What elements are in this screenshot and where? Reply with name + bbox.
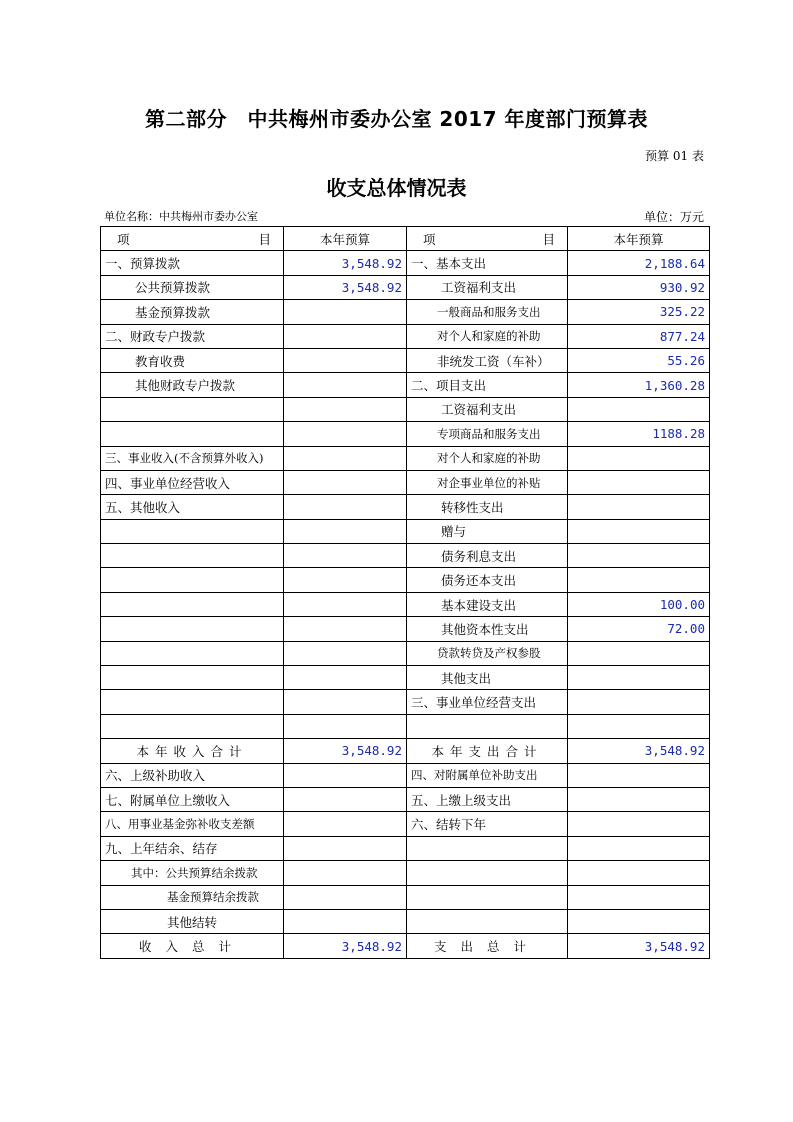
income-label	[101, 714, 284, 738]
expense-amount	[568, 812, 710, 836]
table-row	[101, 763, 710, 787]
income-total-label: 收入总计	[101, 934, 284, 958]
expense-amount: 72.00	[568, 617, 710, 641]
expense-label: 四、对附属单位补助支出	[407, 763, 568, 787]
table-row	[101, 397, 710, 421]
table-row	[101, 275, 710, 299]
expense-amount	[568, 397, 710, 421]
expense-item-header-a: 项	[423, 231, 436, 247]
income-amount	[284, 422, 407, 446]
table-row	[101, 251, 710, 275]
expense-label: 其他支出	[407, 666, 568, 690]
table-row	[101, 373, 710, 397]
income-amount	[284, 885, 407, 909]
page-title: 第二部分 中共梅州市委办公室 2017 年度部门预算表	[144, 107, 649, 131]
table-title: 收支总体情况表	[326, 176, 467, 200]
expense-item-header-b: 目	[542, 231, 555, 247]
expense-label: 一、基本支出	[407, 251, 568, 275]
income-label	[101, 641, 284, 665]
expense-amount	[568, 470, 710, 494]
table-row	[101, 617, 710, 641]
income-label	[101, 519, 284, 543]
expense-amount: 100.00	[568, 592, 710, 616]
expense-amount: 930.92	[568, 275, 710, 299]
income-label: 六、上级补助收入	[101, 763, 284, 787]
table-row	[101, 348, 710, 372]
expense-label	[407, 909, 568, 933]
expense-amount: 1,360.28	[568, 373, 710, 397]
expense-amount	[568, 519, 710, 543]
table-row	[101, 836, 710, 860]
expense-amount	[568, 763, 710, 787]
income-amount	[284, 617, 407, 641]
income-label: 其他结转	[101, 909, 284, 933]
income-amount	[284, 446, 407, 470]
table-row	[101, 641, 710, 665]
income-amount	[284, 397, 407, 421]
expense-label: 对个人和家庭的补助	[407, 324, 568, 348]
income-amount	[284, 909, 407, 933]
expense-label: 五、上缴上级支出	[407, 787, 568, 811]
income-amount	[284, 714, 407, 738]
expense-label: 工资福利支出	[407, 275, 568, 299]
table-row	[101, 787, 710, 811]
income-label	[101, 422, 284, 446]
expense-amount	[568, 544, 710, 568]
expense-amount: 2,188.64	[568, 251, 710, 275]
expense-label: 债务利息支出	[407, 544, 568, 568]
subtotal-row	[101, 739, 710, 763]
expense-amount	[568, 666, 710, 690]
income-label	[101, 397, 284, 421]
table-row	[101, 714, 710, 738]
table-row	[101, 422, 710, 446]
income-amount	[284, 641, 407, 665]
table-row	[101, 519, 710, 543]
income-amount	[284, 836, 407, 860]
income-label	[101, 544, 284, 568]
income-item-header	[101, 227, 284, 251]
income-label: 公共预算拨款	[101, 275, 284, 299]
income-label: 四、事业单位经营收入	[101, 470, 284, 494]
expense-label: 二、项目支出	[407, 373, 568, 397]
expense-amount: 877.24	[568, 324, 710, 348]
income-amount: 3,548.92	[284, 251, 407, 275]
expense-amount-header: 本年预算	[568, 227, 710, 251]
table-row	[101, 690, 710, 714]
income-amount	[284, 470, 407, 494]
income-amount	[284, 568, 407, 592]
income-amount	[284, 373, 407, 397]
expense-amount	[568, 836, 710, 860]
income-label: 其他财政专户拨款	[101, 373, 284, 397]
expense-label	[407, 714, 568, 738]
table-row	[101, 324, 710, 348]
table-row	[101, 909, 710, 933]
budget-table	[100, 226, 710, 959]
income-label: 三、事业收入(不含预算外收入)	[101, 446, 284, 470]
income-subtotal-amount: 3,548.92	[284, 739, 407, 763]
table-header-row	[101, 227, 710, 251]
income-label: 一、预算拨款	[101, 251, 284, 275]
expense-subtotal-label: 本年支出合计	[407, 739, 568, 763]
table-row	[101, 885, 710, 909]
income-label: 二、财政专户拨款	[101, 324, 284, 348]
expense-subtotal-amount: 3,548.92	[568, 739, 710, 763]
income-amount	[284, 592, 407, 616]
income-amount	[284, 861, 407, 885]
income-amount	[284, 348, 407, 372]
expense-amount: 325.22	[568, 300, 710, 324]
income-amount	[284, 690, 407, 714]
income-amount: 3,548.92	[284, 275, 407, 299]
expense-amount	[568, 861, 710, 885]
income-amount	[284, 519, 407, 543]
table-row	[101, 812, 710, 836]
table-row	[101, 666, 710, 690]
table-row	[101, 592, 710, 616]
income-label: 八、用事业基金弥补收支差额	[101, 812, 284, 836]
income-label	[101, 568, 284, 592]
expense-amount	[568, 690, 710, 714]
table-row	[101, 300, 710, 324]
expense-label	[407, 885, 568, 909]
unit-name-label: 单位名称：中共梅州市委办公室	[104, 210, 258, 223]
income-item-header-b: 目	[258, 231, 271, 247]
expense-label: 对企事业单位的补贴	[407, 470, 568, 494]
expense-label: 对个人和家庭的补助	[407, 446, 568, 470]
income-label	[101, 666, 284, 690]
expense-amount	[568, 641, 710, 665]
expense-total-amount: 3,548.92	[568, 934, 710, 958]
table-row	[101, 495, 710, 519]
income-label: 五、其他收入	[101, 495, 284, 519]
income-amount	[284, 324, 407, 348]
expense-amount	[568, 909, 710, 933]
expense-amount	[568, 787, 710, 811]
income-label: 基金预算拨款	[101, 300, 284, 324]
expense-label: 其他资本性支出	[407, 617, 568, 641]
expense-label: 赠与	[407, 519, 568, 543]
income-label: 七、附属单位上缴收入	[101, 787, 284, 811]
expense-label: 基本建设支出	[407, 592, 568, 616]
expense-label: 债务还本支出	[407, 568, 568, 592]
income-amount-header: 本年预算	[284, 227, 407, 251]
income-label	[101, 617, 284, 641]
table-row	[101, 568, 710, 592]
income-amount	[284, 544, 407, 568]
table-row	[101, 470, 710, 494]
expense-amount	[568, 885, 710, 909]
income-label: 基金预算结余拨款	[101, 885, 284, 909]
expense-label: 贷款转贷及产权参股	[407, 641, 568, 665]
expense-amount	[568, 714, 710, 738]
income-subtotal-label: 本年收入合计	[101, 739, 284, 763]
expense-amount: 1188.28	[568, 422, 710, 446]
income-amount	[284, 495, 407, 519]
expense-label	[407, 836, 568, 860]
expense-label: 转移性支出	[407, 495, 568, 519]
expense-label: 三、事业单位经营支出	[407, 690, 568, 714]
expense-amount	[568, 446, 710, 470]
expense-amount: 55.26	[568, 348, 710, 372]
expense-total-label: 支出总计	[407, 934, 568, 958]
expense-label: 一般商品和服务支出	[407, 300, 568, 324]
table-row	[101, 446, 710, 470]
income-total-amount: 3,548.92	[284, 934, 407, 958]
table-row	[101, 544, 710, 568]
expense-amount	[568, 495, 710, 519]
income-label: 其中：公共预算结余拨款	[101, 861, 284, 885]
income-label	[101, 592, 284, 616]
income-label	[101, 690, 284, 714]
income-label: 九、上年结余、结存	[101, 836, 284, 860]
expense-label	[407, 861, 568, 885]
grand-total-row	[101, 934, 710, 958]
currency-unit-label: 单位：万元	[643, 210, 704, 224]
expense-label: 六、结转下年	[407, 812, 568, 836]
income-amount	[284, 787, 407, 811]
income-item-header-a: 项	[117, 231, 130, 247]
income-amount	[284, 763, 407, 787]
income-amount	[284, 812, 407, 836]
expense-amount	[568, 568, 710, 592]
expense-item-header	[407, 227, 568, 251]
table-code: 预算 01 表	[645, 149, 704, 163]
income-amount	[284, 300, 407, 324]
expense-label: 非统发工资（车补）	[407, 348, 568, 372]
income-label: 教育收费	[101, 348, 284, 372]
income-amount	[284, 666, 407, 690]
table-row	[101, 861, 710, 885]
expense-label: 工资福利支出	[407, 397, 568, 421]
expense-label: 专项商品和服务支出	[407, 422, 568, 446]
